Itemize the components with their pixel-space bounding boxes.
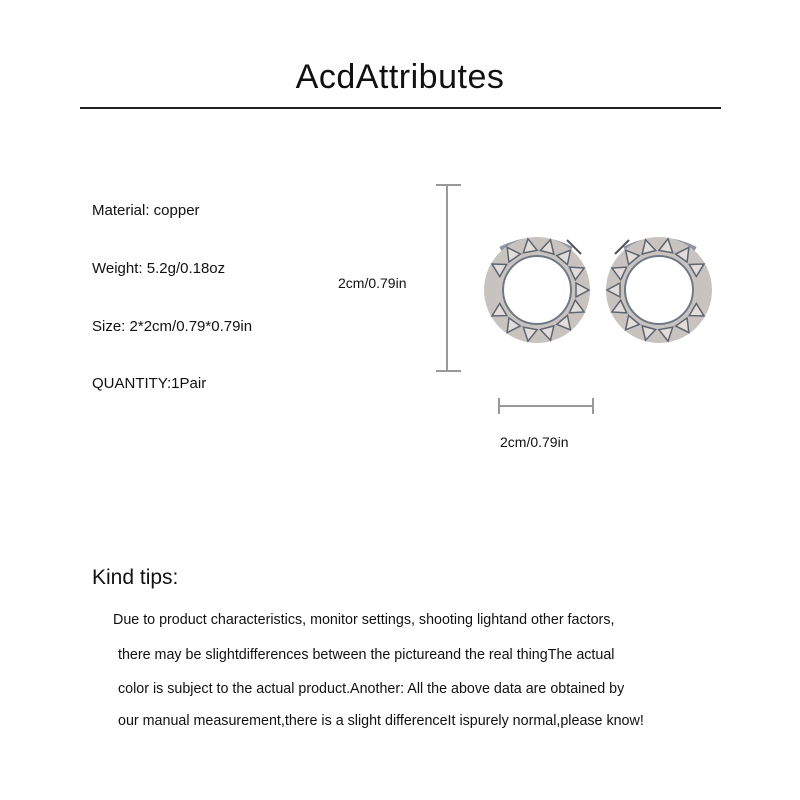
tip-line: there may be slightdifferences between the pictureand the real thingThe actual xyxy=(118,647,615,663)
page-title: AcdAttributes xyxy=(295,58,505,96)
spec-material: Material: copper xyxy=(92,202,200,219)
width-dimension-label: 2cm/0.79in xyxy=(500,434,569,450)
spec-weight: Weight: 5.2g/0.18oz xyxy=(92,260,226,277)
tip-line: color is subject to the actual product.Another: All the above data are obtained by xyxy=(118,681,625,697)
height-dimension-label: 2cm/0.79in xyxy=(338,275,407,291)
tip-line: Due to product characteristics, monitor settings, shooting lightand other factors, xyxy=(113,612,615,628)
earring-left xyxy=(488,238,589,343)
earring-right xyxy=(607,238,708,343)
width-measure-bar xyxy=(499,398,593,414)
height-measure-bar xyxy=(436,185,461,371)
spec-size: Size: 2*2cm/0.79*0.79in xyxy=(92,318,253,335)
spec-quantity: QUANTITY:1Pair xyxy=(92,375,207,392)
tip-line: our manual measurement,there is a slight differenceIt ispurely normal,please know! xyxy=(118,713,644,729)
tips-title: Kind tips: xyxy=(92,566,179,589)
